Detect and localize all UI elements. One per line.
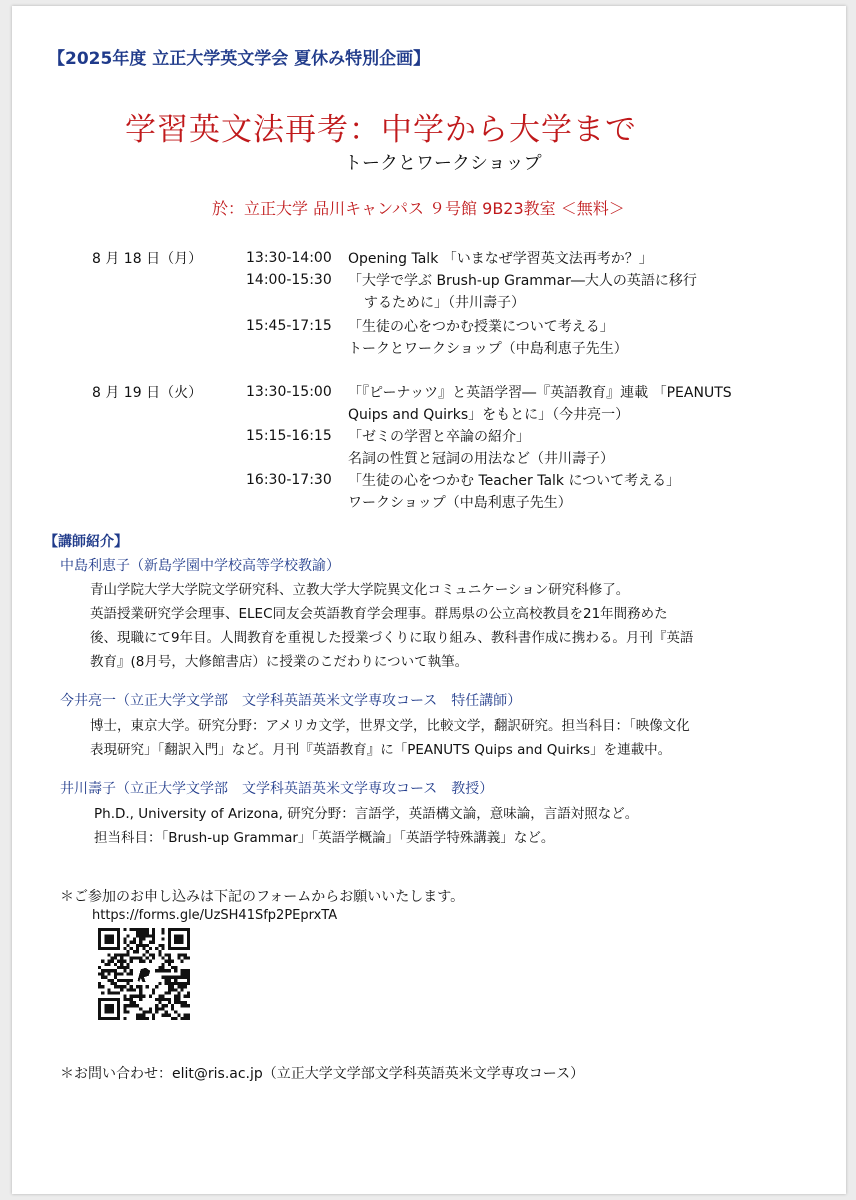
instructor-name: 井川壽子（立正大学文学部 文学科英語英米文学専攻コース 教授） [60,781,494,797]
application-link[interactable]: https://forms.gle/UzSH41Sfp2PEprxTA [92,908,338,923]
instructor-bio-line: Ph.D., University of Arizona, 研究分野：言語学，英語構文論，意味論，言語対照など。 [94,806,639,822]
instructor-bio-line: 後、現職にて9年目。人間教育を重視した授業づくりに取り組み、教科書作成に携わる。月刊『英語 [90,630,694,646]
instructor-bio-line: 青山学院大学大学院文学研究科、立教大学大学院異文化コミュニケーション研究科修了。 [90,582,630,598]
instructor-bio-line: 担当科目：「Brush-up Grammar」「英語学概論」「英語学特殊講義」など。 [94,830,555,846]
event-tag: 【2025年度 立正大学英文学会 夏休み特別企画】 [48,49,431,69]
session-line: 「生徒の心をつかむ授業について考える」 [348,319,614,335]
flyer-page [12,6,846,1194]
instructor-bio-line: 博士，東京大学。研究分野：アメリカ文学，世界文学，比較文学，翻訳研究。担当科目：「映像文化 [90,718,690,734]
session-time: 13:30-14:00 [246,250,332,266]
session-time: 15:15-16:15 [246,428,332,444]
session-line: 「生徒の心をつかむ Teacher Talk について考える」 [348,473,681,489]
venue-info: 於：立正大学 品川キャンパス ９号館 9B23教室 ＜無料＞ [212,199,625,218]
session-time: 14:00-15:30 [246,272,332,288]
instructor-bio-line: 英語授業研究学会理事、ELEC同友会英語教育学会理事。群馬県の公立高校教員を21年間務めた [90,606,668,622]
contact-info: ＊お問い合わせ：elit@ris.ac.jp（立正大学文学部文学科英語英米文学専攻コース） [60,1066,585,1082]
schedule-date: 8 月 19 日（火） [92,385,203,401]
session-line: 「大学で学ぶ Brush-up Grammar―大人の英語に移行 [348,273,697,289]
session-line: するために」（井川壽子） [364,295,525,311]
session-line: トークとワークショップ（中島利恵子先生） [348,341,628,357]
session-time: 15:45-17:15 [246,318,332,334]
session-line: ワークショップ（中島利恵子先生） [348,495,572,511]
instructor-bio-line: 表現研究」「翻訳入門」など。月刊『英語教育』に「PEANUTS Quips and Quirks」を連載中。 [90,742,672,758]
page-subtitle: トークとワークショップ [344,153,542,174]
instructor-bio-line: 教育』(8月号，大修館書店）に授業のこだわりについて執筆。 [90,654,469,670]
session-line: 名詞の性質と冠詞の用法など（井川壽子） [348,451,614,467]
session-line: Quips and Quirks」をもとに」（今井亮一） [348,407,630,423]
instructor-name: 中島利恵子（新島学園中学校高等学校教諭） [60,558,340,574]
session-line: 「『ピーナッツ』と英語学習―『英語教育』連載 「PEANUTS [348,385,732,401]
instructor-name: 今井亮一（立正大学文学部 文学科英語英米文学専攻コース 特任講師） [60,693,522,709]
page-title: 学習英文法再考：中学から大学まで [125,112,637,148]
instructors-heading: 【講師紹介】 [44,534,128,550]
session-line: Opening Talk 「いまなぜ学習英文法再考か？」 [348,251,653,267]
session-line: 「ゼミの学習と卒論の紹介」 [348,429,530,445]
session-time: 16:30-17:30 [246,472,332,488]
session-time: 13:30-15:00 [246,384,332,400]
schedule-date: 8 月 18 日（月） [92,251,203,267]
qr-code[interactable] [98,928,190,1020]
application-note: ＊ご参加のお申し込みは下記のフォームからお願いいたします。 [60,889,465,905]
